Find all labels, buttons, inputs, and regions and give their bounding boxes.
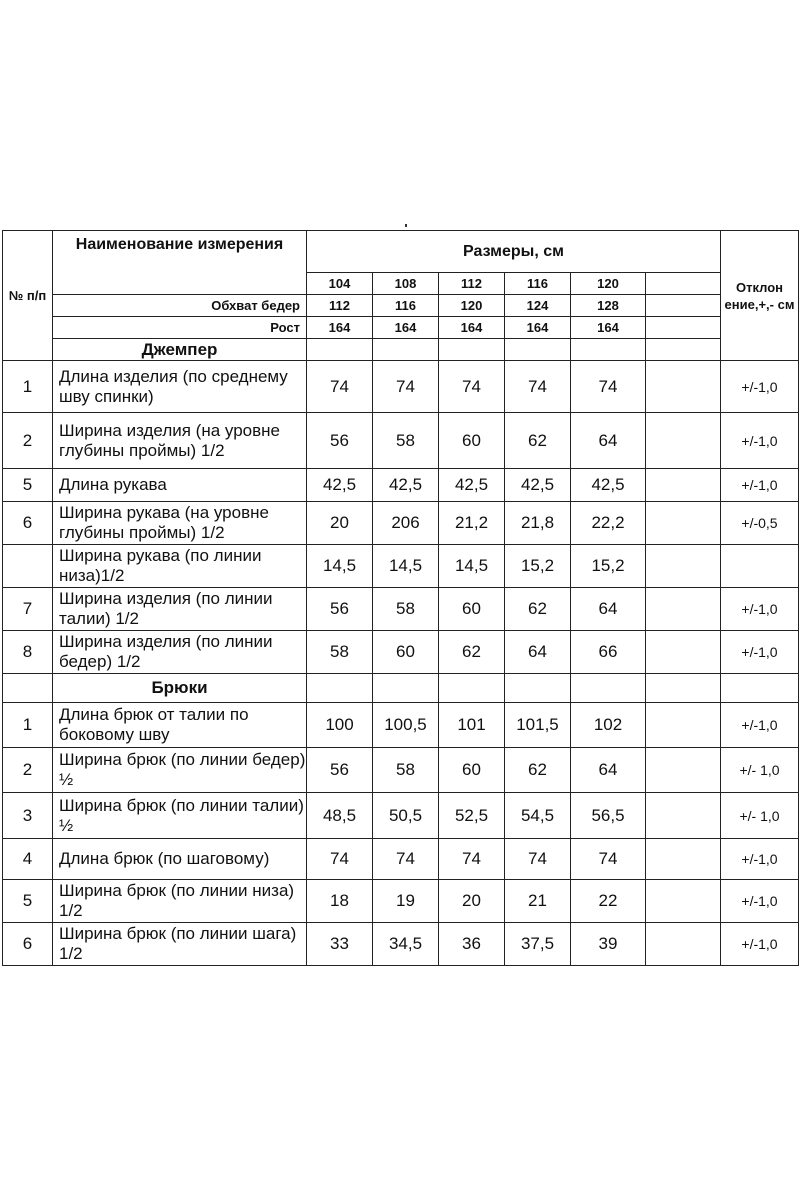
empty-cell [571,339,646,361]
size-value: 48,5 [307,793,373,839]
measurement-name: Длина рукава [53,469,307,502]
size-value: 20 [307,502,373,545]
size-value: 14,5 [307,545,373,588]
size-value: 62 [505,748,571,793]
size-value: 64 [571,413,646,469]
measurement-name: Ширина брюк (по линии шага) 1/2 [53,923,307,966]
size-value: 18 [307,880,373,923]
empty-cell [646,469,721,502]
deviation-value: +/-1,0 [721,880,799,923]
stray-mark [405,224,407,227]
empty-cell [646,748,721,793]
table-row [3,588,799,631]
size-value: 50,5 [373,793,439,839]
empty-cell [373,674,439,703]
empty-cell [646,588,721,631]
row-number: 3 [3,793,53,839]
size-value: 42,5 [571,469,646,502]
measure-value-empty [646,273,721,295]
size-value: 101,5 [505,703,571,748]
size-value: 33 [307,923,373,966]
measure-label: Обхват бедер [53,295,307,317]
measurement-name: Ширина рукава (по линии низа)1/2 [53,545,307,588]
measure-value: 164 [373,317,439,339]
measure-row [3,295,799,317]
empty-cell [439,339,505,361]
table-row [3,880,799,923]
size-value: 74 [373,361,439,413]
empty-cell [646,339,721,361]
deviation-value [721,545,799,588]
row-number: 7 [3,588,53,631]
deviation-value: +/-1,0 [721,469,799,502]
empty-cell [646,361,721,413]
empty-cell [646,502,721,545]
table-row [3,502,799,545]
size-value: 36 [439,923,505,966]
size-value: 62 [505,413,571,469]
measurement-name: Ширина брюк (по линии низа) 1/2 [53,880,307,923]
deviation-value: +/-1,0 [721,413,799,469]
deviation-value: +/-1,0 [721,923,799,966]
size-value: 60 [373,631,439,674]
measurement-name: Длина брюк (по шаговому) [53,839,307,880]
size-value: 58 [373,588,439,631]
measure-label: Рост [53,317,307,339]
empty-cell [646,793,721,839]
size-value: 62 [439,631,505,674]
size-value: 101 [439,703,505,748]
size-value: 22 [571,880,646,923]
size-value: 64 [571,748,646,793]
row-number: 6 [3,923,53,966]
measure-row [3,317,799,339]
size-value: 58 [373,413,439,469]
measure-value-empty [646,295,721,317]
deviation-value: +/- 1,0 [721,748,799,793]
size-value: 19 [373,880,439,923]
deviation-value: +/-1,0 [721,361,799,413]
empty-cell [646,545,721,588]
deviation-header: Отклон ение,+,- см [721,231,799,361]
table-row [3,923,799,966]
size-value: 74 [307,839,373,880]
size-value: 66 [571,631,646,674]
measurement-name: Ширина изделия (по линии бедер) 1/2 [53,631,307,674]
size-value: 42,5 [307,469,373,502]
measurement-name: Длина изделия (по среднему шву спинки) [53,361,307,413]
size-value: 100 [307,703,373,748]
table-row [3,748,799,793]
size-value: 102 [571,703,646,748]
size-value: 54,5 [505,793,571,839]
size-value: 56 [307,588,373,631]
table-row [3,545,799,588]
empty-cell [646,880,721,923]
size-value: 62 [505,588,571,631]
empty-cell [307,674,373,703]
section-title: Брюки [53,674,307,703]
empty-cell [307,339,373,361]
section-row [3,674,799,703]
size-value: 74 [505,361,571,413]
measure-value: 104 [307,273,373,295]
size-value: 74 [439,361,505,413]
size-value: 60 [439,413,505,469]
size-value: 21 [505,880,571,923]
size-value: 34,5 [373,923,439,966]
sizes-header: Размеры, см [307,231,721,273]
empty-cell [373,339,439,361]
size-value: 37,5 [505,923,571,966]
size-value: 20 [439,880,505,923]
row-number: 8 [3,631,53,674]
row-number: 4 [3,839,53,880]
table-row [3,413,799,469]
size-value: 15,2 [571,545,646,588]
row-number: 2 [3,413,53,469]
np-header: № п/п [3,231,53,361]
measure-value: 112 [439,273,505,295]
measure-value: 112 [307,295,373,317]
size-value: 74 [439,839,505,880]
empty-cell [439,674,505,703]
measurement-name: Ширина изделия (на уровне глубины проймы) 1/2 [53,413,307,469]
size-value: 21,2 [439,502,505,545]
header-row [3,231,799,273]
measure-value-empty [646,317,721,339]
measurement-name: Ширина брюк (по линии талии) ½ [53,793,307,839]
size-value: 42,5 [505,469,571,502]
size-value: 74 [571,361,646,413]
row-number: 1 [3,703,53,748]
size-value: 60 [439,748,505,793]
empty-cell [646,839,721,880]
table-row [3,703,799,748]
measurement-name: Ширина брюк (по линии бедер) ½ [53,748,307,793]
table-row [3,839,799,880]
size-table [2,230,799,966]
size-value: 42,5 [373,469,439,502]
measure-value: 164 [505,317,571,339]
row-number: 6 [3,502,53,545]
size-value: 56 [307,413,373,469]
size-value: 58 [373,748,439,793]
section-title: Джемпер [53,339,307,361]
measure-value: 164 [571,317,646,339]
size-value: 42,5 [439,469,505,502]
measurement-name: Ширина изделия (по линии талии) 1/2 [53,588,307,631]
empty-cell [646,923,721,966]
row-number: 5 [3,880,53,923]
measure-value: 124 [505,295,571,317]
size-value: 39 [571,923,646,966]
measure-value: 108 [373,273,439,295]
measure-value: 120 [571,273,646,295]
deviation-value: +/-0,5 [721,502,799,545]
row-number: 2 [3,748,53,793]
size-value: 14,5 [373,545,439,588]
size-value: 22,2 [571,502,646,545]
measure-value: 120 [439,295,505,317]
size-value: 14,5 [439,545,505,588]
size-value: 64 [505,631,571,674]
size-value: 206 [373,502,439,545]
deviation-value: +/-1,0 [721,839,799,880]
measure-value: 164 [307,317,373,339]
table-row [3,469,799,502]
size-value: 74 [571,839,646,880]
deviation-value: +/-1,0 [721,588,799,631]
section-row [3,339,799,361]
size-value: 58 [307,631,373,674]
measure-value: 128 [571,295,646,317]
empty-cell [505,674,571,703]
empty-cell [721,674,799,703]
size-value: 60 [439,588,505,631]
measure-value: 116 [373,295,439,317]
table-row [3,361,799,413]
size-value: 56,5 [571,793,646,839]
empty-cell [571,674,646,703]
size-table-body [3,231,799,966]
row-number: 1 [3,361,53,413]
deviation-value: +/-1,0 [721,631,799,674]
empty-cell [646,631,721,674]
table-row [3,631,799,674]
empty-cell [646,413,721,469]
measure-value: 116 [505,273,571,295]
measure-value: 164 [439,317,505,339]
table-row [3,793,799,839]
measurement-name: Ширина рукава (на уровне глубины проймы) 1/2 [53,502,307,545]
empty-cell [3,674,53,703]
empty-cell [505,339,571,361]
size-value: 64 [571,588,646,631]
deviation-value: +/- 1,0 [721,793,799,839]
size-value: 52,5 [439,793,505,839]
empty-cell [646,703,721,748]
size-value: 74 [373,839,439,880]
size-value: 74 [505,839,571,880]
size-value: 21,8 [505,502,571,545]
measurement-name: Длина брюк от талии по боковому шву [53,703,307,748]
size-value: 15,2 [505,545,571,588]
row-number: 5 [3,469,53,502]
size-value: 56 [307,748,373,793]
row-number [3,545,53,588]
empty-cell [646,674,721,703]
size-value: 74 [307,361,373,413]
name-header: Наименование измерения [53,231,307,295]
size-value: 100,5 [373,703,439,748]
deviation-value: +/-1,0 [721,703,799,748]
